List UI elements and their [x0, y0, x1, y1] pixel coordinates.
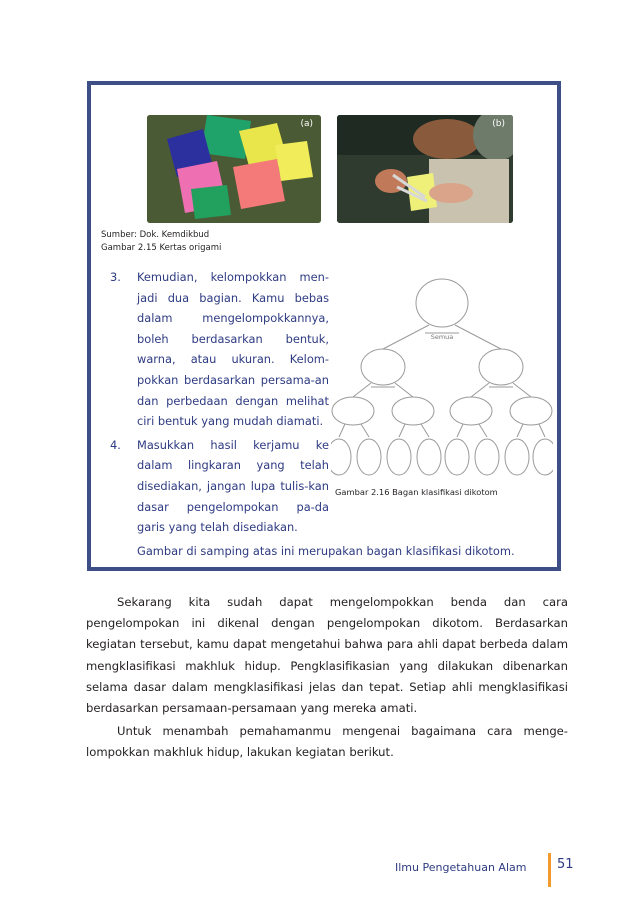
photo-label-b: (b)	[492, 119, 505, 129]
dichotomous-diagram	[331, 265, 553, 483]
footer-divider	[548, 853, 551, 887]
diagram-leaf	[475, 439, 499, 475]
origami-photo-b	[337, 115, 513, 223]
body-paragraph: Sekarang kita sudah dapat mengelompokkan benda dan cara pengelompokan ini dikenal dengan pengelompokan dikotom. Berdasarkan kegiatan tersebut, kamu dapat mengetahui bahwa para ahli dapat berbeda dalam mengklasifikasi makhluk hidup. Pengklasifikasian yang dilakukan dibenarkan selama dasar dalam mengklasifikasi jelas dan tepat. Setiap ahli mengklasifikasi berdasarkan persamaan-persamaan yang mereka amati.	[86, 595, 568, 716]
origami-photo-a	[147, 115, 321, 223]
photo-caption: Gambar 2.15 Kertas origami	[101, 243, 222, 253]
origami-papers-image	[147, 115, 321, 223]
footer-book-title: Ilmu Pengetahuan Alam	[395, 861, 527, 874]
body-paragraph: Untuk menambah pemahamanmu mengenai bagaimana cara menge-lompokkan makhluk hidup, lakukan kegiatan berikut.	[86, 724, 568, 760]
step-number: 3.	[110, 270, 121, 284]
diagram-node	[450, 397, 492, 425]
diagram-node	[479, 349, 523, 385]
step-item	[105, 435, 329, 538]
diagram-leaf	[417, 439, 441, 475]
photo-source: Sumber: Dok. Kemdikbud	[101, 230, 210, 240]
step-text: Kemudian, kelompokkan men-jadi dua bagian. Kamu bebas dalam mengelompokkannya, boleh berdasarkan bentuk, warna, atau ukuran. Kelom-pokkan berdasarkan persama-an dan perbedaan dengan melihat ciri bentuk yang mudah diamati.	[137, 270, 329, 429]
body-text	[86, 592, 568, 764]
diagram-node-root	[416, 279, 468, 327]
diagram-node	[392, 397, 434, 425]
diagram-node	[361, 349, 405, 385]
photo-label-a: (a)	[300, 119, 313, 129]
step-item	[105, 267, 329, 432]
step-text: Masukkan hasil kerjamu ke dalam lingkaran yang telah disediakan, jangan lupa tulis-kan dasar pengelompokan pa-da garis yang telah disediakan.	[137, 437, 329, 535]
diagram-leaf	[357, 439, 381, 475]
activity-box	[87, 81, 561, 571]
step-tail-text: Gambar di samping atas ini merupakan bagan klasifikasi dikotom.	[137, 544, 515, 558]
diagram-caption: Gambar 2.16 Bagan klasifikasi dikotom	[335, 487, 498, 497]
diagram-leaf	[505, 439, 529, 475]
diagram-leaf	[533, 439, 553, 475]
diagram-node	[332, 397, 374, 425]
page-number: 51	[557, 857, 574, 872]
diagram-leaf	[387, 439, 411, 475]
diagram-leaf	[445, 439, 469, 475]
diagram-root-label: Semua	[430, 333, 454, 341]
cutting-paper-image	[337, 115, 513, 223]
step-number: 4.	[110, 437, 121, 452]
step-list	[105, 267, 329, 538]
diagram-node	[510, 397, 552, 425]
diagram-leaf	[331, 439, 351, 475]
